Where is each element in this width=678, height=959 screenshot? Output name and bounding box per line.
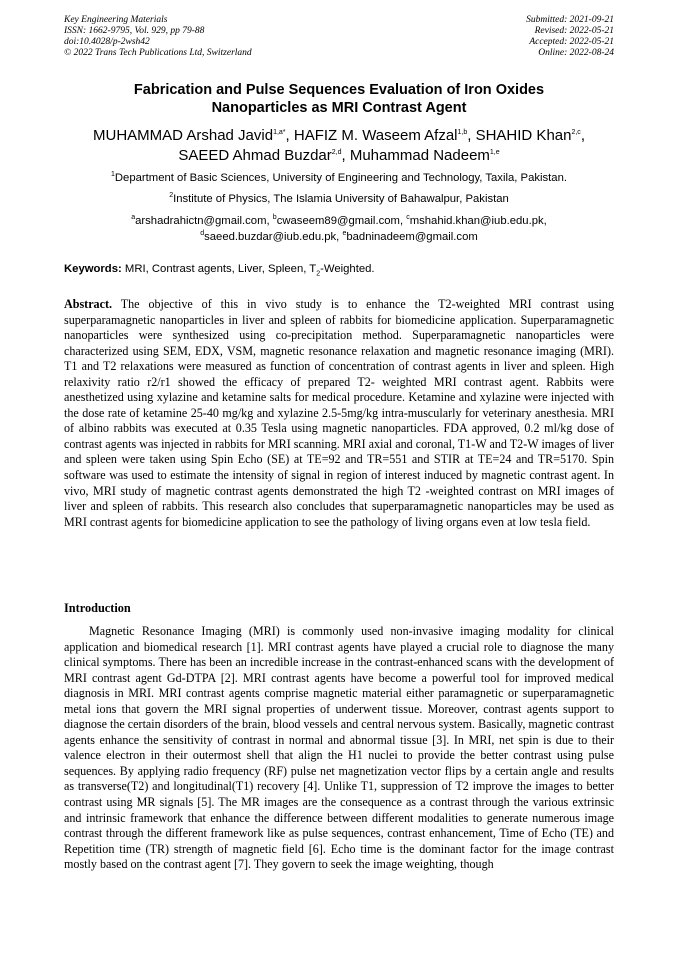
author-sup: 1,a* — [273, 129, 286, 136]
submitted-date: Submitted: 2021-09-21 — [526, 15, 614, 25]
author-name: HAFIZ M. Waseem Afzal — [293, 127, 458, 144]
accepted-date: Accepted: 2022-05-21 — [529, 37, 614, 47]
affiliation-sup: 2 — [169, 192, 174, 200]
email-sup: b — [272, 214, 277, 222]
running-header — [64, 15, 614, 59]
journal-name: Key Engineering Materials — [64, 15, 168, 25]
email-address[interactable]: arshadrahictn@gmail.com — [135, 215, 267, 227]
dates-info — [526, 15, 614, 59]
email-sup: d — [200, 230, 205, 238]
email-address[interactable]: cwaseem89@gmail.com — [276, 215, 400, 227]
email-address[interactable]: badninadeem@gmail.com — [346, 231, 478, 243]
affiliation-text: Institute of Physics, The Islamia University of Bahawalpur, Pakistan — [173, 193, 509, 205]
paper-title — [40, 81, 638, 117]
affiliation-2 — [40, 192, 638, 206]
author-name: MUHAMMAD Arshad Javid — [93, 127, 274, 144]
abstract — [64, 297, 614, 530]
introduction-paragraph: Magnetic Resonance Imaging (MRI) is commonly used non-invasive imaging modality for clinical application and biomedical research [1]. MRI contrast agents have played a crucial role to diagnose the many clinical symptoms. There has been an incredible increase in the contrast-enhanced scans with the development of MRI contrast agent Gd-DTPA [2]. MRI contrast agents have become a powerful tool for improved medical diagnosis in MRI. MRI contrast agents comprise magnetic material either paramagnetic or superparamagnetic metal ions that govern the MRI signal properties of underwent tissue. Moreover, contrast agents support to diagnose the certain disorders of the brain, blood vessels and central nervous system. Basically, magnetic contrast agents enhance the sensitivity of contrast in normal and abnormal tissue [3]. In MRI, net spin is due to their valence electron in their outermost shell that align the H1 nuclei to provide the better contrast using pulse sequences. By applying radio frequency (RF) pulse net magnetization vector flips by a certain angle and results as transverse(T2) and longitudinal(T1) recovery [4]. Unlike T1, suppression of T2 improve the images to better contrast using MR signals [5]. The MR images are the consequence as a contrast through the various extrinsic and intrinsic framework that enhance the difference between different modalities to generate numerous image contrast through the different framework like as pulse sequences, contrast enhancement, Time of Echo (TE) and Repetition time (TR) strength of magnetic field [6]. Echo time is the dominant factor for the image contrast mostly based on the contrast agent [7]. They govern to seek the image weighting, though — [64, 624, 614, 872]
section-heading-introduction: Introduction — [64, 601, 131, 615]
keywords-sub: 2 — [316, 270, 321, 278]
revised-date: Revised: 2022-05-21 — [534, 26, 614, 36]
author-sup: 2,d — [331, 149, 342, 156]
online-date: Online: 2022-08-24 — [538, 48, 614, 58]
affiliation-sup: 1 — [110, 171, 115, 179]
email-list: $^a$arshadrahictn@gmail.com, $^b$cwaseem89@gmail.com, $^c$mshahid.khan@iub.edu.pk, $^d$saeed.buzdar@iub.edu.pk, $^e$badninadeem@gmail.com — [131, 214, 547, 243]
email-address[interactable]: mshahid.khan@iub.edu.pk — [409, 215, 544, 227]
email-sup: a — [131, 214, 136, 222]
doi: doi:10.4028/p-2wsh42 — [64, 37, 150, 47]
keywords — [64, 263, 614, 278]
author-sup: 2,c — [571, 129, 581, 136]
affiliation-text: Department of Basic Sciences, University of Engineering and Technology, Taxila, Pakistan. — [114, 172, 568, 184]
abstract-text: The objective of this in vivo study is to enhance the T2-weighted MRI contrast using superparamagnetic nanoparticles in liver and spleen of rabbits for biomedicine application. Superparamagnetic nanoparticles were synthesized using co-precipitation method. Superparamagnetic nanoparticles were characterized using SEM, EDX, VSM, magnetic resonance relaxation and magnetic resonance imaging (MRI). T1 and T2 relaxations were measured as function of concentration of contrast agents in liver and spleen. High relaxivity ratio r2/r1 showed the efficacy of prepared T2- weighted MRI contrast agent. Rabbits were anesthetized using xylazine and ketamine salts for medical procedure. Ketamine and xylazine were injected with the dose rate of ketamine 25-40 mg/kg and xylazine 2.5-5mg/kg intra-muscularly for veterinary anesthesia. MRI of albino rabbits was executed at 0.35 Tesla using magnetic nanoparticles. FDA approved, 0.2 ml/kg dose of contrast agents was injected in rabbits for MRI scanning. MRI axial and coronal, T1-W and T2-W images of liver and spleen were taken using Spin Echo (SE) at TE=92 and TR=551 and STIR at TE=24 and TR=5170. Spin software was used to estimate the intensity of signal in region of interest induced by magnetic contrast agent. In vivo, MRI study of magnetic contrast agents demonstrated the high T2 -weighted contrast on MRI images of liver and spleen of rabbits. This research also concludes that superparamagnetic nanoparticles may be used as MRI contrast agents for biomedicine application to see the pathology of living organs even at low tesla field. — [64, 297, 615, 529]
author-list: MUHAMMAD Arshad Javid$^{1,a*}$, HAFIZ M. Waseem Afzal$^{1,b}$, SHAHID Khan$^{2,c}$, SAEED Ahmad Buzdar$^{2,d}$, Muhammad Nadeem$^{1,e}$ — [93, 127, 585, 164]
journal-info — [64, 15, 252, 59]
email-sup: e — [342, 230, 347, 238]
issn: ISSN: 1662-9795, Vol. 929, pp 79-88 — [64, 26, 205, 36]
keywords-text: MRI, Contrast agents, Liver, Spleen, T — [124, 263, 317, 275]
affiliation-1 — [40, 171, 638, 185]
author-sup: 1,e — [489, 149, 500, 156]
email-sup: c — [406, 214, 410, 222]
author-name: Muhammad Nadeem — [349, 147, 490, 164]
author-sup: 1,b — [457, 129, 468, 136]
title-line-1: Fabrication and Pulse Sequences Evaluation of Iron Oxides — [133, 82, 545, 98]
author-name: SAEED Ahmad Buzdar — [178, 147, 332, 164]
title-line-2: Nanoparticles as MRI Contrast Agent — [211, 100, 467, 116]
keywords-label: Keywords: — [64, 263, 122, 275]
keywords-text-end: -Weighted. — [320, 263, 375, 275]
abstract-label: Abstract. — [64, 297, 113, 311]
email-address[interactable]: saeed.buzdar@iub.edu.pk — [204, 231, 337, 243]
author-name: SHAHID Khan — [475, 127, 572, 144]
copyright: © 2022 Trans Tech Publications Ltd, Switzerland — [64, 48, 252, 58]
